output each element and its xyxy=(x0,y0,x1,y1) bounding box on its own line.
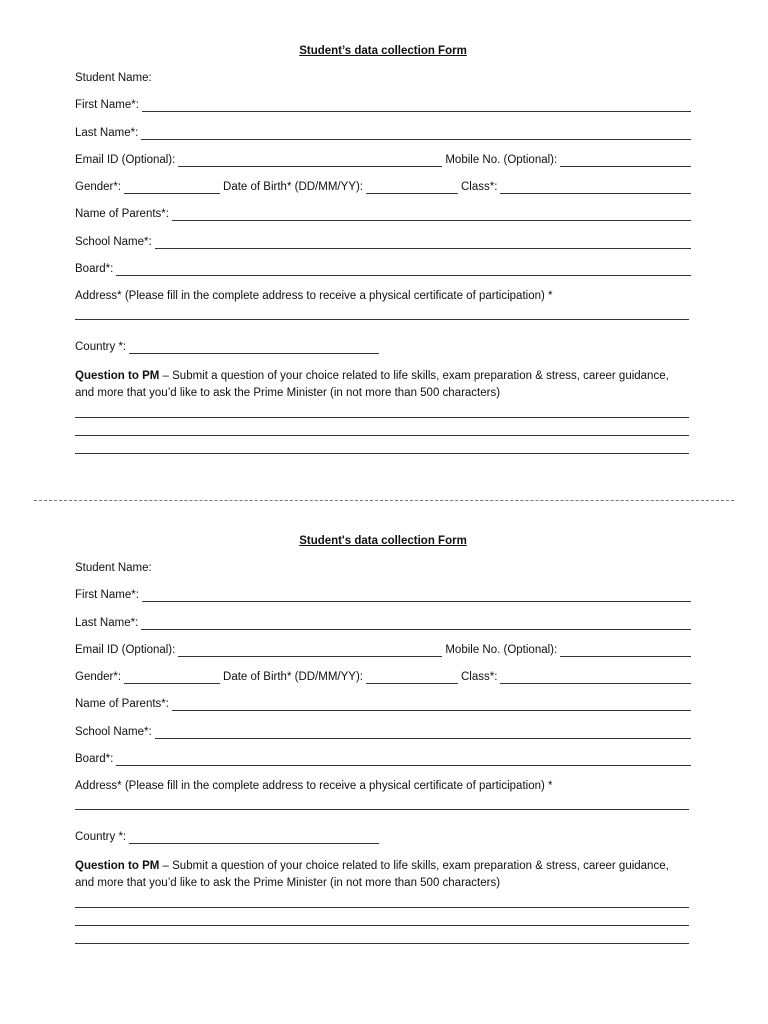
question-description: – Submit a question of your choice related to life skills, exam preparation & stress, career guidance, and more that you’d like to ask the Prime Minister (in not more than 500 characters) xyxy=(75,859,669,889)
board-field[interactable] xyxy=(116,754,691,766)
question-answer-line[interactable] xyxy=(75,907,689,908)
data-collection-form-2 xyxy=(75,534,691,961)
school-field[interactable] xyxy=(155,237,691,249)
last-name-row xyxy=(75,616,691,630)
first-name-row xyxy=(75,98,691,112)
parents-label: Name of Parents*: xyxy=(75,208,169,221)
question-prompt xyxy=(75,368,691,402)
class-field[interactable] xyxy=(500,672,691,684)
board-label: Board*: xyxy=(75,753,114,766)
parents-label: Name of Parents*: xyxy=(75,698,169,711)
school-field[interactable] xyxy=(155,727,691,739)
question-answer-area xyxy=(75,907,691,944)
last-name-field[interactable] xyxy=(141,618,691,630)
question-answer-line[interactable] xyxy=(75,925,689,926)
student-name-label: Student Name: xyxy=(75,72,152,84)
board-row xyxy=(75,262,691,276)
board-label: Board*: xyxy=(75,263,114,276)
country-label: Country *: xyxy=(75,341,127,354)
school-label: School Name*: xyxy=(75,235,152,248)
dob-field[interactable] xyxy=(366,182,458,194)
student-name-row xyxy=(75,71,691,85)
email-mobile-row xyxy=(75,643,691,657)
question-answer-line[interactable] xyxy=(75,417,689,418)
question-answer-line[interactable] xyxy=(75,453,689,454)
board-row xyxy=(75,752,691,766)
class-label: Class*: xyxy=(460,671,498,684)
parents-row xyxy=(75,697,691,711)
address-label: Address* (Please fill in the complete address to receive a physical certificate of participation) * xyxy=(75,290,553,303)
first-name-row xyxy=(75,588,691,602)
school-row xyxy=(75,725,691,739)
mobile-label: Mobile No. (Optional): xyxy=(445,153,558,166)
question-heading: Question to PM xyxy=(75,859,160,872)
email-label: Email ID (Optional): xyxy=(75,153,176,166)
first-name-label: First Name*: xyxy=(75,99,139,112)
student-name-label: Student Name: xyxy=(75,562,152,574)
mobile-field[interactable] xyxy=(560,645,691,657)
data-collection-form-1 xyxy=(75,44,691,471)
mobile-field[interactable] xyxy=(560,155,691,167)
gender-dob-class-row xyxy=(75,670,691,684)
country-field[interactable] xyxy=(129,832,379,844)
question-prompt xyxy=(75,858,691,892)
address-label: Address* (Please fill in the complete address to receive a physical certificate of participation) * xyxy=(75,780,553,793)
email-label: Email ID (Optional): xyxy=(75,643,176,656)
parents-field[interactable] xyxy=(172,209,691,221)
student-name-row xyxy=(75,561,691,575)
gender-dob-class-row xyxy=(75,180,691,194)
form-title: Student’s data collection Form xyxy=(299,45,467,57)
parents-field[interactable] xyxy=(172,699,691,711)
mobile-label: Mobile No. (Optional): xyxy=(445,643,558,656)
address-row xyxy=(75,289,691,303)
form-title: Student's data collection Form xyxy=(299,535,467,547)
first-name-field[interactable] xyxy=(142,100,691,112)
gender-field[interactable] xyxy=(124,672,220,684)
question-answer-line[interactable] xyxy=(75,943,689,944)
question-description: – Submit a question of your choice related to life skills, exam preparation & stress, career guidance, and more that you’d like to ask the Prime Minister (in not more than 500 characters) xyxy=(75,369,669,399)
address-field[interactable] xyxy=(75,809,689,810)
last-name-label: Last Name*: xyxy=(75,616,139,629)
school-row xyxy=(75,235,691,249)
last-name-field[interactable] xyxy=(141,128,691,140)
gender-label: Gender*: xyxy=(75,181,122,194)
last-name-label: Last Name*: xyxy=(75,126,139,139)
dob-field[interactable] xyxy=(366,672,458,684)
last-name-row xyxy=(75,126,691,140)
cut-line-divider xyxy=(34,500,734,501)
board-field[interactable] xyxy=(116,264,691,276)
class-label: Class*: xyxy=(460,181,498,194)
dob-label: Date of Birth* (DD/MM/YY): xyxy=(223,671,363,684)
school-label: School Name*: xyxy=(75,725,152,738)
country-field[interactable] xyxy=(129,342,379,354)
parents-row xyxy=(75,207,691,221)
country-label: Country *: xyxy=(75,831,127,844)
country-row xyxy=(75,830,691,844)
question-answer-line[interactable] xyxy=(75,435,689,436)
dob-label: Date of Birth* (DD/MM/YY): xyxy=(223,181,363,194)
class-field[interactable] xyxy=(500,182,691,194)
country-row xyxy=(75,340,691,354)
first-name-label: First Name*: xyxy=(75,589,139,602)
email-field[interactable] xyxy=(178,155,442,167)
email-mobile-row xyxy=(75,153,691,167)
gender-field[interactable] xyxy=(124,182,220,194)
question-heading: Question to PM xyxy=(75,369,160,382)
gender-label: Gender*: xyxy=(75,671,122,684)
email-field[interactable] xyxy=(178,645,442,657)
question-answer-area xyxy=(75,417,691,454)
first-name-field[interactable] xyxy=(142,590,691,602)
address-field[interactable] xyxy=(75,319,689,320)
address-row xyxy=(75,779,691,793)
